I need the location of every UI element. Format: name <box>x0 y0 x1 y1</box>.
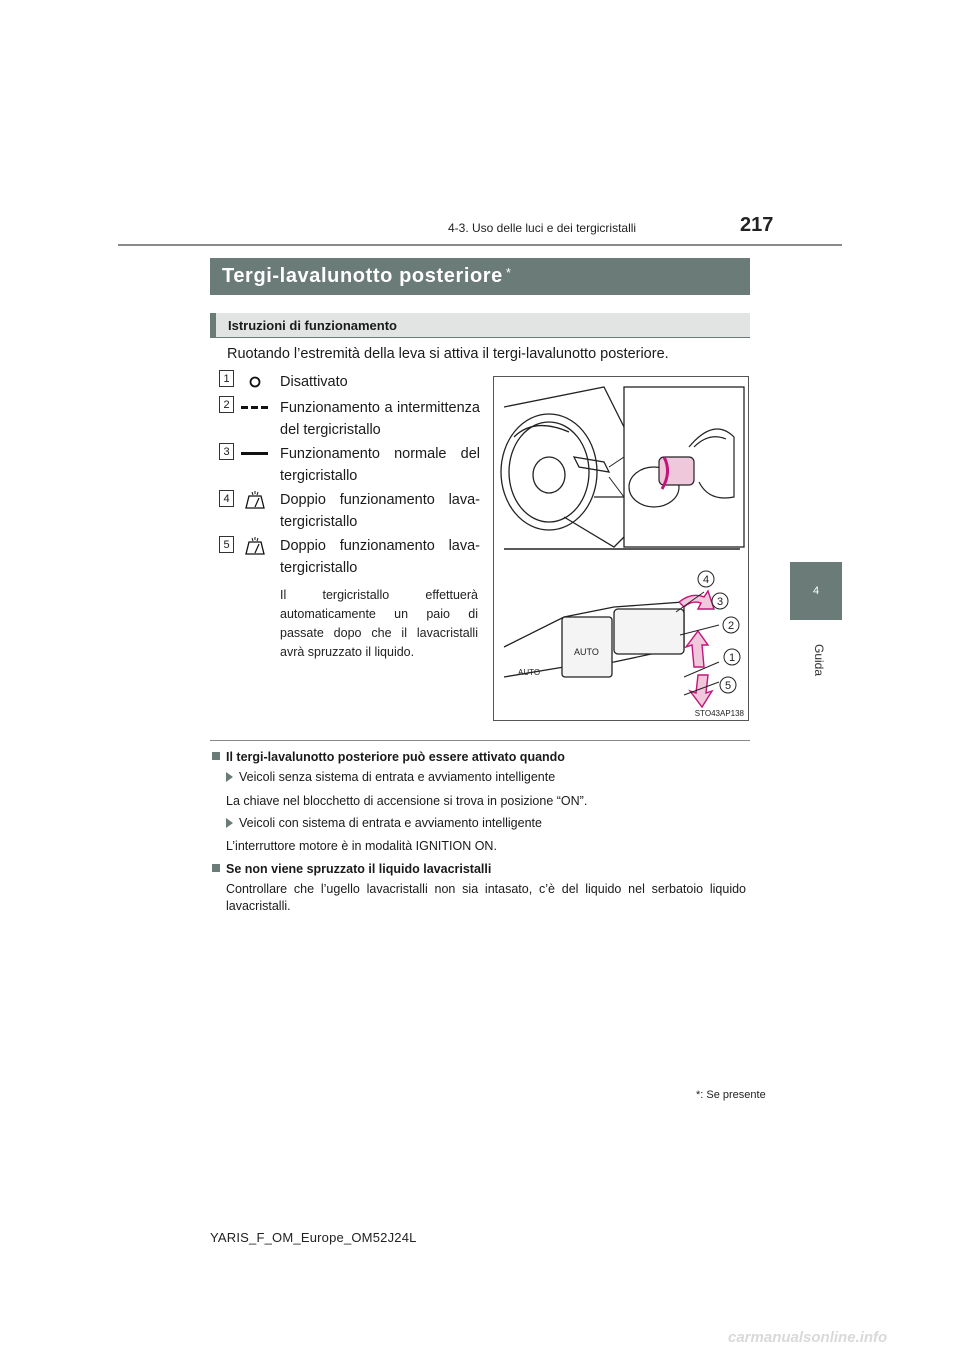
item-number-3: 3 <box>219 443 234 460</box>
item-text-5: Doppio funzionamento lava-tergicristallo <box>280 538 480 576</box>
section-separator <box>210 740 750 741</box>
figure-illustration <box>494 377 748 720</box>
page-number: 217 <box>740 214 774 236</box>
page-title-text: Tergi-lavalunotto posteriore <box>222 265 503 287</box>
intermittent-dashes-icon <box>240 398 270 418</box>
header-section-title: 4-3. Uso delle luci e dei tergicristalli <box>448 221 637 235</box>
callout-5: 5 <box>724 680 732 692</box>
section-2-text: Controllare che l’ugello lavacristalli non sia intasato, c’è del liquido nel serbatoio liquido lavacristalli. <box>226 882 746 913</box>
intro-text: Ruotando l’estremità della leva si attiva il tergi-lavalunotto posteriore. <box>227 346 669 362</box>
header-rule <box>118 244 842 246</box>
section-1-bullet-1: Veicoli senza sistema di entrata e avviamento intelligente <box>226 769 555 786</box>
optional-marker: * <box>505 265 512 280</box>
square-bullet-icon <box>212 752 220 760</box>
item-number-2: 2 <box>219 396 234 413</box>
page-title <box>210 258 750 295</box>
stalk-auto-label-2: AUTO <box>518 668 541 677</box>
callout-1: 1 <box>728 652 736 664</box>
callout-2: 2 <box>727 620 735 632</box>
item-number-1: 1 <box>219 370 234 387</box>
item-text-4: Doppio funzionamento lava-tergicristallo <box>280 492 480 530</box>
footer-code: YARIS_F_OM_Europe_OM52J24L <box>210 1230 417 1245</box>
stalk-auto-label-1: AUTO <box>574 647 599 657</box>
watermark: carmanualsonline.info <box>728 1329 888 1346</box>
callout-3: 3 <box>716 596 724 608</box>
triangle-bullet-icon <box>226 772 233 782</box>
chapter-label: Guida <box>812 643 826 677</box>
item-5-note: Il tergicristallo effettuerà automaticamente un paio di passate dopo che il lavacristalli avrà spruzzato il liquido. <box>280 588 478 659</box>
square-bullet-icon <box>212 864 220 872</box>
section-1-bullet-2: Veicoli con sistema di entrata e avviamento intelligente <box>226 815 542 832</box>
item-text-1: Disattivato <box>280 374 348 390</box>
section-1-text-2: L’interruttore motore è in modalità IGNITION ON. <box>226 839 497 853</box>
section-1-text-1: La chiave nel blocchetto di accensione si trova in posizione “ON”. <box>226 794 588 808</box>
chapter-tab: 4 <box>790 562 842 620</box>
section-2-heading: Se non viene spruzzato il liquido lavacristalli <box>212 861 491 878</box>
washer-spray-icon <box>240 490 270 510</box>
section-1-heading: Il tergi-lavalunotto posteriore può essere attivato quando <box>212 749 565 766</box>
callout-4: 4 <box>702 574 710 586</box>
item-number-5: 5 <box>219 536 234 553</box>
wiper-stalk-figure <box>493 376 749 721</box>
footnote: *: Se presente <box>696 1089 766 1101</box>
figure-code: STO43AP138 <box>694 709 744 718</box>
continuous-line-icon <box>240 444 270 464</box>
section-subhead: Istruzioni di funzionamento <box>210 313 750 338</box>
off-circle-icon <box>240 372 270 392</box>
triangle-bullet-icon <box>226 818 233 828</box>
item-number-4: 4 <box>219 490 234 507</box>
item-text-2: Funzionamento a intermittenza del tergicristallo <box>280 400 480 438</box>
washer-spray-icon <box>240 536 270 556</box>
item-text-3: Funzionamento normale del tergicristallo <box>280 446 480 484</box>
